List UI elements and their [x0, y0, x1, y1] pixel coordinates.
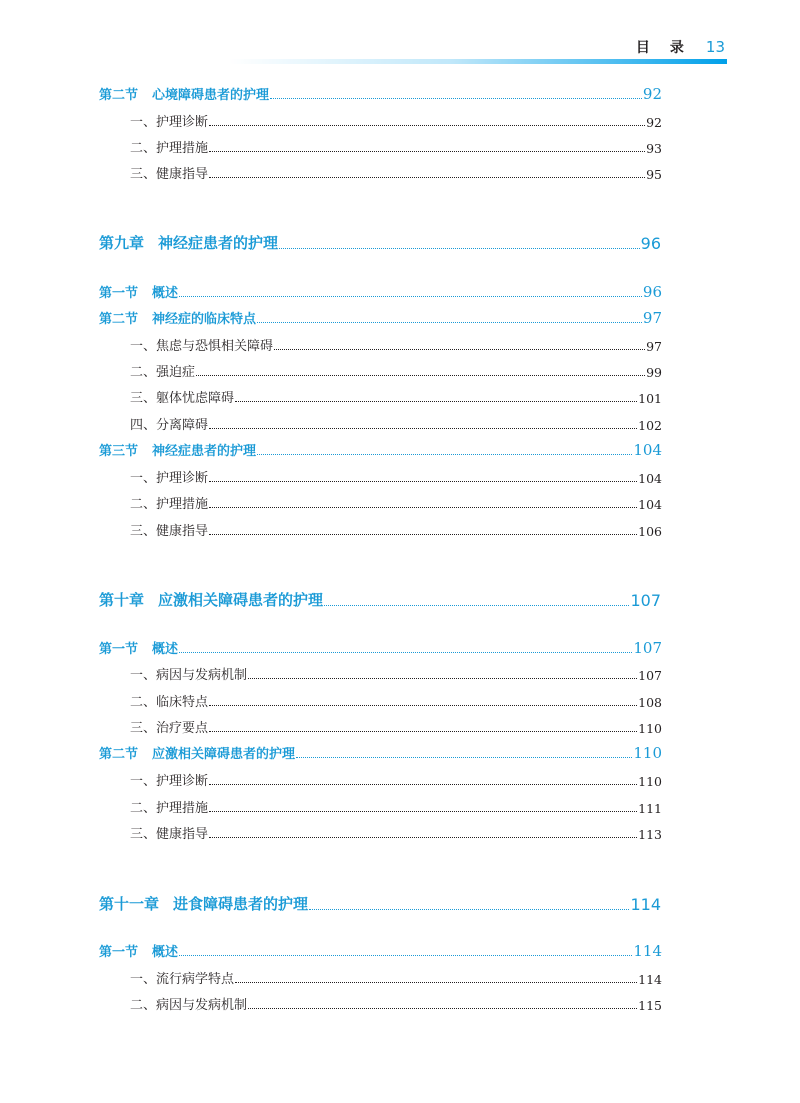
dot-leader — [296, 757, 632, 758]
toc-chapter[interactable] — [99, 232, 661, 253]
dot-leader — [324, 605, 629, 606]
toc-section[interactable] — [99, 282, 662, 301]
header-rule — [228, 59, 727, 64]
item-title: 二、病因与发病机制 — [130, 998, 248, 1013]
dot-leader — [274, 349, 645, 350]
toc-item[interactable] — [130, 520, 662, 539]
section-title: 心境障碍患者的护理 — [152, 88, 270, 103]
page-number: 106 — [638, 524, 662, 539]
page-header — [636, 36, 725, 58]
item-title: 三、治疗要点 — [130, 721, 209, 736]
dot-leader — [209, 151, 645, 152]
item-title: 一、护理诊断 — [130, 774, 209, 789]
page-number: 104 — [638, 497, 662, 512]
toc-item[interactable] — [130, 994, 662, 1013]
page-number: 93 — [646, 141, 662, 156]
item-title: 二、强迫症 — [130, 365, 196, 380]
toc-item[interactable] — [130, 797, 662, 816]
toc-item[interactable] — [130, 111, 662, 130]
page-number: 110 — [638, 774, 662, 789]
toc-item[interactable] — [130, 414, 662, 433]
page-number: 97 — [642, 309, 662, 327]
item-title: 二、临床特点 — [130, 695, 209, 710]
page-number: 113 — [638, 827, 662, 842]
page-number: 110 — [633, 744, 662, 762]
dot-leader — [309, 909, 629, 910]
page-number: 114 — [638, 972, 662, 987]
dot-leader — [235, 982, 637, 983]
dot-leader — [209, 177, 645, 178]
page-number: 104 — [633, 441, 662, 459]
item-title: 四、分离障碍 — [130, 418, 209, 433]
toc-item[interactable] — [130, 691, 662, 710]
page-number: 115 — [638, 998, 662, 1013]
dot-leader — [235, 401, 637, 402]
toc-item[interactable] — [130, 387, 662, 406]
dot-leader — [209, 731, 637, 732]
section-number: 第一节 — [99, 945, 139, 960]
dot-leader — [248, 678, 637, 679]
dot-leader — [209, 837, 637, 838]
toc-item[interactable] — [130, 361, 662, 380]
page-number: 111 — [638, 801, 662, 816]
section-number: 第二节 — [99, 747, 139, 762]
toc-section[interactable] — [99, 440, 662, 459]
dot-leader — [209, 507, 637, 508]
toc-section[interactable] — [99, 308, 662, 327]
chapter-number: 第十一章 — [99, 895, 160, 913]
item-title: 二、护理措施 — [130, 497, 209, 512]
toc-item[interactable] — [130, 493, 662, 512]
section-title: 神经症患者的护理 — [152, 444, 257, 459]
item-title: 三、健康指导 — [130, 827, 209, 842]
section-number: 第二节 — [99, 88, 139, 103]
item-title: 一、焦虑与恐惧相关障碍 — [130, 339, 274, 354]
dot-leader — [179, 955, 632, 956]
chapter-title: 应激相关障碍患者的护理 — [158, 591, 324, 609]
toc-item[interactable] — [130, 664, 662, 683]
section-number: 第二节 — [99, 312, 139, 327]
page-number: 99 — [646, 365, 662, 380]
toc-item[interactable] — [130, 968, 662, 987]
section-title: 神经症的临床特点 — [152, 312, 257, 327]
item-title: 三、躯体忧虑障碍 — [130, 391, 235, 406]
page-number: 107 — [633, 639, 662, 657]
item-title: 二、护理措施 — [130, 801, 209, 816]
page-number: 104 — [638, 471, 662, 486]
dot-leader — [179, 652, 632, 653]
page-number: 96 — [640, 234, 661, 253]
toc-chapter[interactable] — [99, 893, 661, 914]
dot-leader — [209, 784, 637, 785]
page-number: 114 — [633, 942, 662, 960]
item-title: 一、护理诊断 — [130, 115, 209, 130]
section-title: 概述 — [152, 642, 179, 657]
item-title: 一、护理诊断 — [130, 471, 209, 486]
item-title: 一、病因与发病机制 — [130, 668, 248, 683]
dot-leader — [209, 481, 637, 482]
section-number: 第一节 — [99, 286, 139, 301]
toc-section[interactable] — [99, 638, 662, 657]
dot-leader — [209, 534, 637, 535]
chapter-title: 神经症患者的护理 — [158, 234, 279, 252]
dot-leader — [279, 248, 640, 249]
toc-chapter[interactable] — [99, 589, 661, 610]
page-number: 110 — [638, 721, 662, 736]
toc-section[interactable] — [99, 743, 662, 762]
item-title: 二、护理措施 — [130, 141, 209, 156]
page-number: 114 — [630, 895, 661, 914]
dot-leader — [196, 375, 645, 376]
page-number: 97 — [646, 339, 662, 354]
page-number: 92 — [642, 85, 662, 103]
page-number: 107 — [638, 668, 662, 683]
dot-leader — [270, 98, 642, 99]
dot-leader — [209, 705, 637, 706]
section-number: 第三节 — [99, 444, 139, 459]
section-number: 第一节 — [99, 642, 139, 657]
toc-item[interactable] — [130, 823, 662, 842]
toc-item[interactable] — [130, 335, 662, 354]
dot-leader — [257, 322, 642, 323]
page-number: 108 — [638, 695, 662, 710]
dot-leader — [209, 428, 637, 429]
header-title: 目录 — [635, 40, 704, 56]
dot-leader — [248, 1008, 637, 1009]
page-number: 95 — [646, 167, 662, 182]
item-title: 三、健康指导 — [130, 167, 209, 182]
toc-item[interactable] — [130, 163, 662, 182]
toc-item[interactable] — [130, 467, 662, 486]
page-number: 102 — [638, 418, 662, 433]
page-number: 101 — [638, 391, 662, 406]
dot-leader — [257, 454, 632, 455]
section-title: 应激相关障碍患者的护理 — [152, 747, 296, 762]
dot-leader — [209, 811, 637, 812]
toc-item[interactable] — [130, 770, 662, 789]
chapter-number: 第十章 — [99, 591, 145, 609]
chapter-number: 第九章 — [99, 234, 145, 252]
section-title: 概述 — [152, 945, 179, 960]
section-title: 概述 — [152, 286, 179, 301]
toc-section[interactable] — [99, 941, 662, 960]
item-title: 三、健康指导 — [130, 524, 209, 539]
dot-leader — [179, 296, 642, 297]
toc-item[interactable] — [130, 137, 662, 156]
page-number: 96 — [642, 283, 662, 301]
chapter-title: 进食障碍患者的护理 — [173, 895, 309, 913]
toc-item[interactable] — [130, 717, 662, 736]
dot-leader — [209, 125, 645, 126]
header-page-number: 13 — [705, 38, 725, 56]
toc-section[interactable] — [99, 84, 662, 103]
page-number: 107 — [630, 591, 661, 610]
item-title: 一、流行病学特点 — [130, 972, 235, 987]
page-number: 92 — [646, 115, 662, 130]
